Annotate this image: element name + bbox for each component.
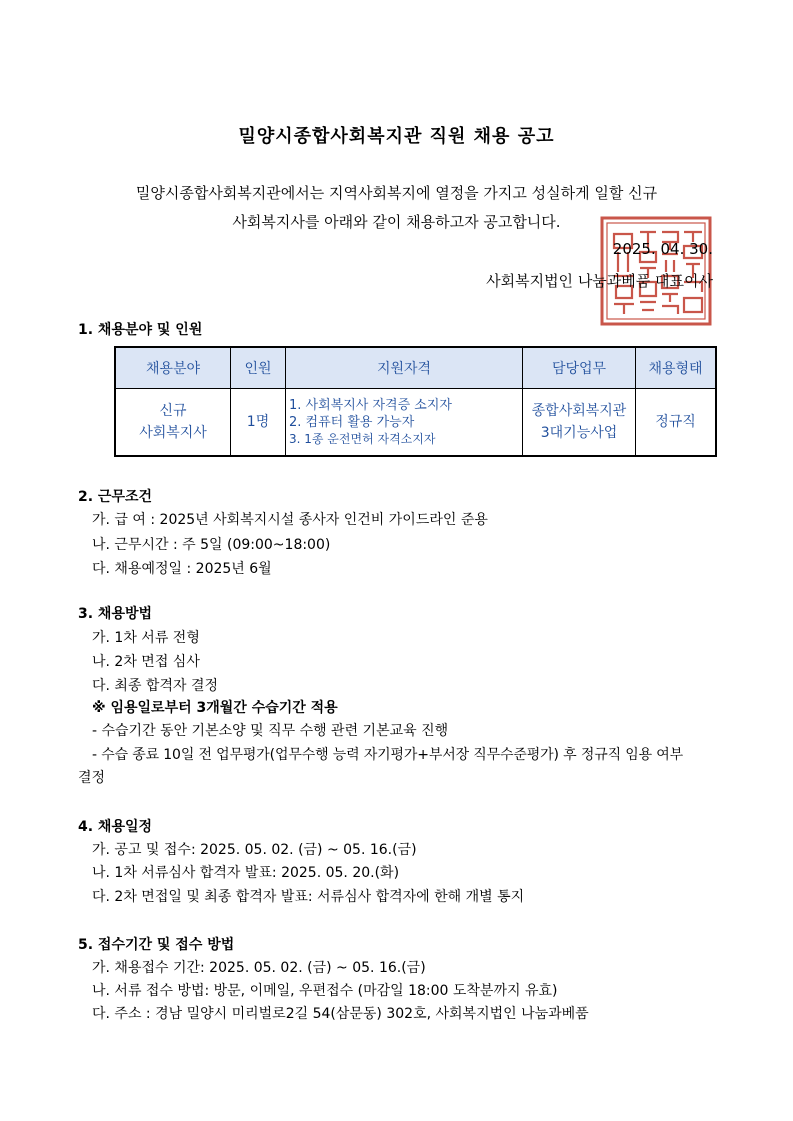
- probation-sub-2: - 수습 종료 10일 전 업무평가(업무수행 능력 자기평가+부서장 직무수준평가) 후 정규직 임용 여부: [92, 747, 684, 763]
- s2-item-1: 가. 급 여 : 2025년 사회복지시설 종사자 인건비 가이드라인 준용: [92, 512, 488, 528]
- page-title: 밀양시종합사회복지관 직원 채용 공고: [238, 126, 555, 147]
- probation-note: ※ 임용일로부터 3개월간 수습기간 적용: [92, 700, 338, 716]
- header-count: 인원: [231, 347, 286, 389]
- s5-item-3: 다. 주소 : 경남 밀양시 미리벌로2길 54(삼문동) 302호, 사회복지법인 나눔과베품: [92, 1006, 589, 1022]
- section-1-heading: 1. 채용분야 및 인원: [78, 322, 203, 338]
- header-field: 채용분야: [115, 347, 231, 389]
- s2-item-3: 다. 채용예정일 : 2025년 6월: [92, 561, 272, 577]
- cell-type: 정규직: [636, 389, 717, 457]
- header-type: 채용형태: [636, 347, 717, 389]
- s2-item-2: 나. 근무시간 : 주 5일 (09:00~18:00): [92, 537, 331, 553]
- cell-duties: [523, 389, 636, 457]
- section-2-heading: 2. 근무조건: [78, 489, 153, 505]
- qualification-3: 3. 1종 운전면허 자격소지자: [289, 431, 436, 446]
- s3-item-3: 다. 최종 합격자 결정: [92, 678, 218, 694]
- qualification-1: 1. 사회복지사 자격증 소지자: [289, 397, 452, 413]
- section-4-heading: 4. 채용일정: [78, 819, 153, 835]
- recruitment-table: [114, 346, 717, 457]
- field-line-2: 사회복지사: [139, 425, 207, 441]
- table-header-row: [115, 347, 716, 389]
- cell-qualifications: [286, 389, 523, 457]
- duties-line-1: 종합사회복지관: [531, 403, 627, 419]
- s3-item-2: 나. 2차 면접 심사: [92, 654, 200, 670]
- s5-item-1: 가. 채용접수 기간: 2025. 05. 02. (금) ~ 05. 16.(금): [92, 960, 426, 976]
- s5-item-2: 나. 서류 접수 방법: 방문, 이메일, 우편접수 (마감일 18:00 도착분까지 유효): [92, 983, 558, 999]
- cell-field: [115, 389, 231, 457]
- intro-line-2: 사회복지사를 아래와 같이 채용하고자 공고합니다.: [232, 213, 561, 231]
- probation-sub-2-cont: 결정: [78, 770, 106, 786]
- intro-line-1: 밀양시종합사회복지관에서는 지역사회복지에 열정을 가지고 성실하게 일할 신규: [135, 184, 658, 202]
- qualification-2: 2. 컴퓨터 활용 가능자: [289, 414, 415, 430]
- organization-representative: 사회복지법인 나눔과베품 대표이사: [486, 272, 713, 290]
- s4-item-1: 가. 공고 및 접수: 2025. 05. 02. (금) ~ 05. 16.(금): [92, 842, 417, 858]
- header-duties: 담당업무: [523, 347, 636, 389]
- s4-item-3: 다. 2차 면접일 및 최종 합격자 발표: 서류심사 합격자에 한해 개별 통지: [92, 889, 525, 905]
- header-qualifications: 지원자격: [286, 347, 523, 389]
- s4-item-2: 나. 1차 서류심사 합격자 발표: 2025. 05. 20.(화): [92, 865, 400, 881]
- probation-sub-1: - 수습기간 동안 기본소양 및 직무 수행 관련 기본교육 진행: [92, 723, 449, 739]
- section-3-heading: 3. 채용방법: [78, 606, 153, 622]
- cell-count: 1명: [231, 389, 286, 457]
- table-row: [115, 389, 716, 457]
- field-line-1: 신규: [159, 403, 187, 419]
- section-5-heading: 5. 접수기간 및 접수 방법: [78, 937, 235, 953]
- duties-line-2: 3대기능사업: [540, 425, 618, 441]
- s3-item-1: 가. 1차 서류 전형: [92, 630, 200, 646]
- announcement-date: 2025. 04. 30.: [612, 240, 713, 258]
